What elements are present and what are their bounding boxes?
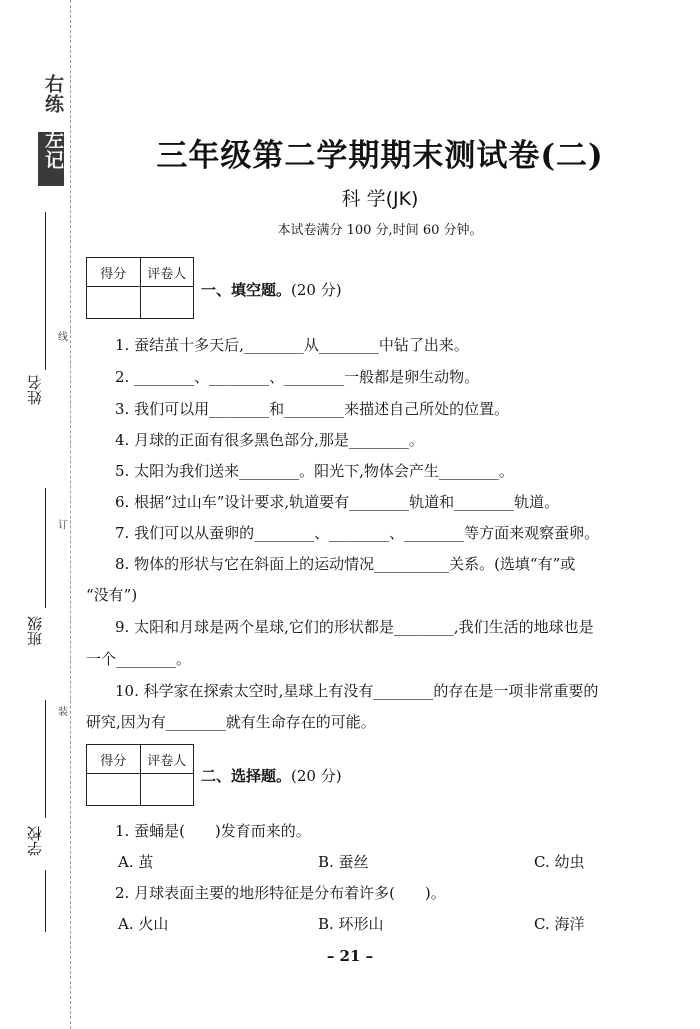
- score-header: 得分: [87, 258, 141, 287]
- page-title: 三年级第二学期期末测试卷(二): [156, 138, 604, 174]
- section-2-points: (20 分): [291, 767, 342, 785]
- section-1-heading: [201, 279, 342, 300]
- question-line: “没有”): [86, 586, 138, 604]
- question-line: 2. ________、________、________一般都是卵生动物。: [115, 368, 480, 386]
- option-c: C. 海洋: [534, 915, 585, 933]
- grader-header: 评卷人: [140, 745, 194, 774]
- exam-note: 本试卷满分 100 分,时间 60 分钟。: [277, 223, 483, 238]
- section-2-heading: [201, 765, 342, 786]
- question-stem: 2. 月球表面主要的地形特征是分布着许多( )。: [115, 884, 446, 902]
- class-line: [45, 488, 46, 608]
- grader-cell: [140, 287, 194, 319]
- brand-logo: [38, 74, 64, 186]
- fold-word-ding: 订: [58, 520, 68, 531]
- question-line: 研究,因为有________就有生命存在的可能。: [86, 713, 376, 731]
- score-cell: [87, 287, 141, 319]
- section-1-points: (20 分): [291, 281, 342, 299]
- section-1-title: 一、填空题。: [201, 281, 292, 299]
- brand-text-right: 右练: [42, 74, 64, 114]
- option-a: A. 茧: [118, 853, 154, 871]
- page-number: – 21 –: [326, 947, 374, 965]
- question-line: 10. 科学家在探索太空时,星球上有没有________的存在是一项非常重要的: [115, 682, 599, 700]
- school-label: 学校: [26, 826, 44, 856]
- score-box-2: [86, 744, 194, 806]
- question-line: 一个________。: [86, 650, 192, 668]
- bottom-line: [45, 870, 46, 932]
- fold-word-zhuang: 装: [58, 707, 68, 718]
- score-box-1: [86, 257, 194, 319]
- option-c: C. 幼虫: [534, 853, 585, 871]
- fold-line: [70, 0, 71, 1029]
- option-b: B. 蚕丝: [318, 853, 369, 871]
- grader-cell: [140, 774, 194, 806]
- school-line: [45, 700, 46, 818]
- score-header: 得分: [87, 745, 141, 774]
- question-line: 7. 我们可以从蚕卵的________、________、________等方面来观察蚕卵。: [115, 524, 600, 542]
- question-stem: 1. 蚕蛹是( )发育而来的。: [115, 822, 311, 840]
- score-cell: [87, 774, 141, 806]
- question-line: 5. 太阳为我们送来________。阳光下,物体会产生________。: [115, 462, 514, 480]
- question-line: 1. 蚕结茧十多天后,________从________中钻了出来。: [115, 336, 469, 354]
- name-line: [45, 212, 46, 370]
- brand-text-left: 左记: [42, 130, 64, 170]
- subject-title: 科 学(JK): [341, 188, 419, 210]
- class-label: 班级: [26, 616, 44, 646]
- question-line: 8. 物体的形状与它在斜面上的运动情况__________关系。(选填“有”或: [115, 555, 576, 573]
- section-2-title: 二、选择题。: [201, 767, 292, 785]
- question-line: 6. 根据“过山车”设计要求,轨道要有________轨道和________轨道。: [115, 493, 560, 511]
- question-line: 3. 我们可以用________和________来描述自己所处的位置。: [115, 400, 510, 418]
- fold-word-xian: 线: [58, 332, 68, 343]
- option-b: B. 环形山: [318, 915, 384, 933]
- grader-header: 评卷人: [140, 258, 194, 287]
- name-label: 姓名: [26, 375, 44, 405]
- option-a: A. 火山: [118, 915, 169, 933]
- question-line: 9. 太阳和月球是两个星球,它们的形状都是________,我们生活的地球也是: [115, 618, 594, 636]
- question-line: 4. 月球的正面有很多黑色部分,那是________。: [115, 431, 424, 449]
